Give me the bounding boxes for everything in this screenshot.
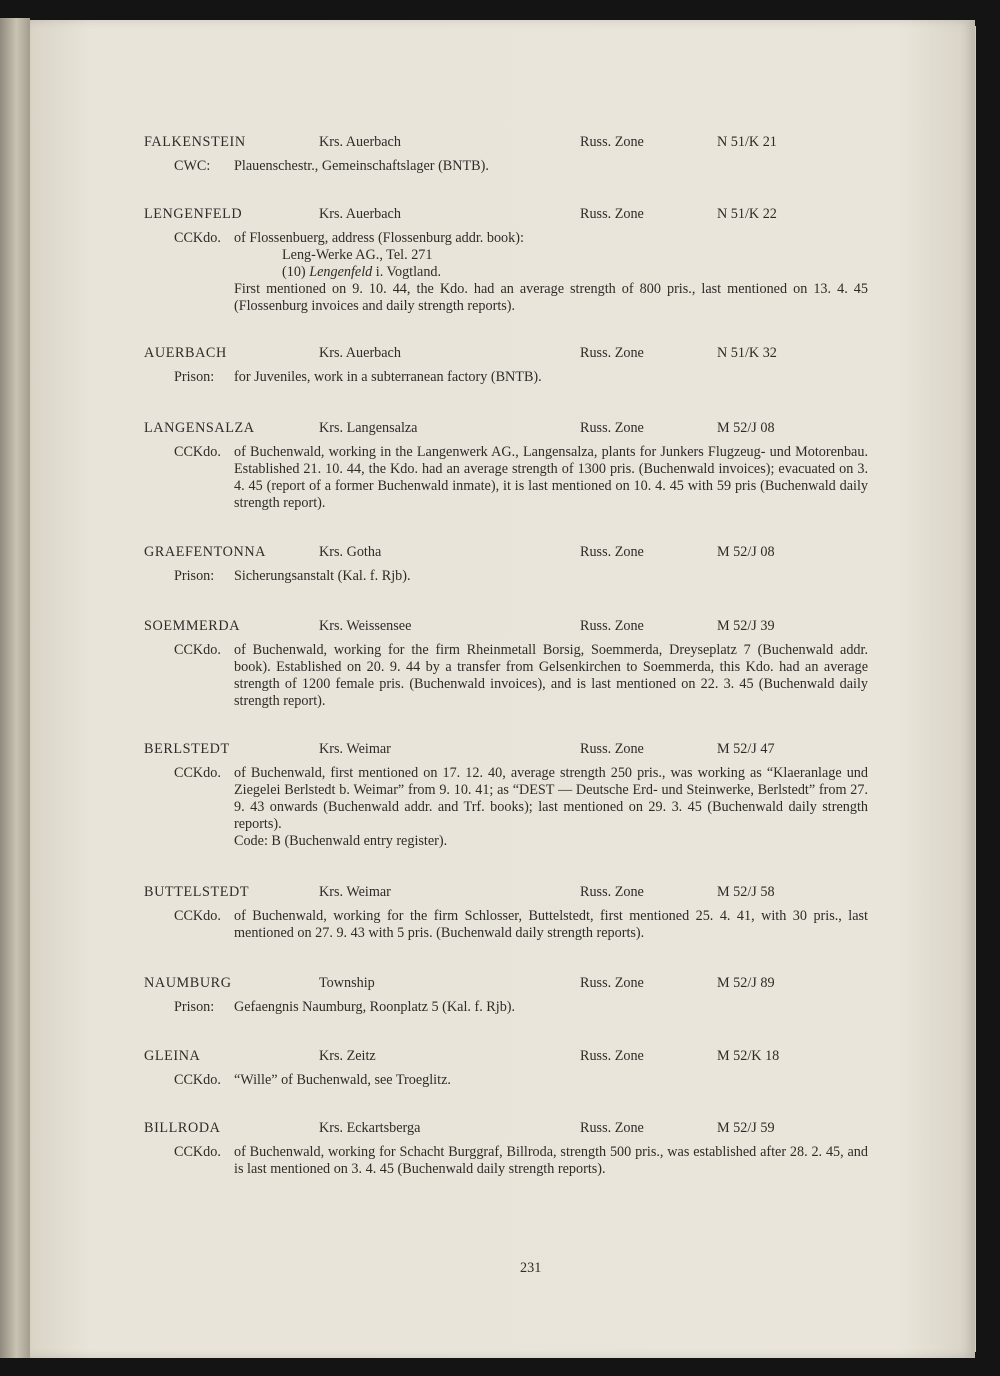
entry-falkenstein bbox=[144, 134, 904, 175]
entry-text: “Wille” of Buchenwald, see Troeglitz. bbox=[234, 1072, 451, 1088]
zone: Russ. Zone bbox=[580, 1048, 644, 1064]
entry-header bbox=[144, 420, 904, 444]
entry-type-label: CCKdo. bbox=[174, 642, 221, 658]
zone: Russ. Zone bbox=[580, 134, 644, 150]
place-italic: Lengenfeld bbox=[309, 264, 373, 280]
entry-type-label: CCKdo. bbox=[174, 1072, 221, 1088]
entry-billroda bbox=[144, 1120, 904, 1178]
postal-code: (10) bbox=[282, 264, 306, 280]
place-name: BILLRODA bbox=[144, 1120, 221, 1136]
district: Krs. Auerbach bbox=[319, 134, 401, 150]
grid-reference: M 52/J 58 bbox=[717, 884, 775, 900]
district: Krs. Eckartsberga bbox=[319, 1120, 421, 1136]
entry-body bbox=[144, 369, 904, 386]
grid-reference: N 51/K 22 bbox=[717, 206, 777, 222]
zone: Russ. Zone bbox=[580, 345, 644, 361]
grid-reference: N 51/K 32 bbox=[717, 345, 777, 361]
grid-reference: M 52/J 08 bbox=[717, 544, 775, 560]
district: Krs. Langensalza bbox=[319, 420, 418, 436]
entry-header bbox=[144, 544, 904, 568]
entry-text: for Juveniles, work in a subterranean factory (BNTB). bbox=[234, 369, 542, 385]
entry-body bbox=[144, 1072, 904, 1089]
entry-type-label: CCKdo. bbox=[174, 765, 221, 781]
entry-header bbox=[144, 345, 904, 369]
entry-code: Code: B (Buchenwald entry register). bbox=[234, 833, 448, 849]
entry-body bbox=[144, 999, 904, 1016]
zone: Russ. Zone bbox=[580, 420, 644, 436]
entry-text: Sicherungsanstalt (Kal. f. Rjb). bbox=[234, 568, 411, 584]
entry-body bbox=[144, 765, 904, 850]
region: i. Vogtland. bbox=[375, 264, 442, 280]
entry-type-label: Prison: bbox=[174, 999, 215, 1015]
entry-type-label: CCKdo. bbox=[174, 908, 221, 924]
entry-header bbox=[144, 741, 904, 765]
entry-text: Plauenschestr., Gemeinschaftslager (BNTB). bbox=[234, 158, 489, 174]
place-name: FALKENSTEIN bbox=[144, 134, 246, 150]
grid-reference: M 52/J 39 bbox=[717, 618, 775, 634]
entry-auerbach bbox=[144, 345, 904, 386]
entry-type-label: Prison: bbox=[174, 369, 215, 385]
entry-type-label: CCKdo. bbox=[174, 1144, 221, 1160]
district: Krs. Auerbach bbox=[319, 206, 401, 222]
entry-naumburg bbox=[144, 975, 904, 1016]
entry-body bbox=[144, 444, 904, 512]
entry-type-label: CWC: bbox=[174, 158, 211, 174]
place-name: BERLSTEDT bbox=[144, 741, 230, 757]
grid-reference: M 52/J 47 bbox=[717, 741, 775, 757]
entry-body bbox=[144, 1144, 904, 1178]
zone: Russ. Zone bbox=[580, 741, 644, 757]
facing-page-edge bbox=[0, 18, 30, 1358]
entry-text: of Buchenwald, first mentioned on 17. 12. 40, average strength 250 pris., was working as “Klaeranlage und Ziegelei Berlstedt b. Weimar” from 9. 10. 41; as “DEST — Deutsche Erd- und Steinwerke, Berlstedt” from 27. 9. 43 onwards (Buchenwald addr. and Trf. books); last mentioned on 29. 3. 45 (Buchenwald daily strength reports). bbox=[234, 765, 868, 832]
zone: Russ. Zone bbox=[580, 544, 644, 560]
place-name: GLEINA bbox=[144, 1048, 201, 1064]
entry-type-label: CCKdo. bbox=[174, 230, 221, 246]
entry-text: of Buchenwald, working for Schacht Burggraf, Billroda, strength 500 pris., was established after 28. 2. 45, and is last mentioned on 3. 4. 45 (Buchenwald daily strength reports). bbox=[234, 1144, 868, 1177]
entry-address-line bbox=[282, 264, 904, 281]
entry-body bbox=[144, 642, 904, 710]
entry-text: of Buchenwald, working for the firm Rheinmetall Borsig, Soemmerda, Dreyseplatz 7 (Buchenwald addr. book). Established on 20. 9. 44 by a transfer from Gelsenkirchen to Soemmerda, this Kdo. had an average strength of 1200 female pris. (Buchenwald invoices), and is last mentioned on 22. 3. 45 (Buchenwald daily strength report). bbox=[234, 642, 868, 709]
entry-header bbox=[144, 618, 904, 642]
entry-header bbox=[144, 884, 904, 908]
entry-address-line: Leng-Werke AG., Tel. 271 bbox=[282, 247, 433, 263]
entry-body bbox=[144, 230, 904, 315]
book-page bbox=[30, 20, 975, 1358]
grid-reference: N 51/K 21 bbox=[717, 134, 777, 150]
grid-reference: M 52/J 89 bbox=[717, 975, 775, 991]
district: Krs. Weimar bbox=[319, 741, 391, 757]
district: Township bbox=[319, 975, 375, 991]
place-name: BUTTELSTEDT bbox=[144, 884, 250, 900]
zone: Russ. Zone bbox=[580, 975, 644, 991]
entry-gleina bbox=[144, 1048, 904, 1089]
entry-header bbox=[144, 1048, 904, 1072]
entry-body bbox=[144, 158, 904, 175]
page-number: 231 bbox=[520, 1260, 542, 1276]
entry-header bbox=[144, 1120, 904, 1144]
district: Krs. Weissensee bbox=[319, 618, 412, 634]
entry-header bbox=[144, 975, 904, 999]
entry-text: Gefaengnis Naumburg, Roonplatz 5 (Kal. f. Rjb). bbox=[234, 999, 516, 1015]
entry-text: of Flossenbuerg, address (Flossenburg addr. book): bbox=[234, 230, 524, 246]
place-name: AUERBACH bbox=[144, 345, 227, 361]
entry-graefentonna bbox=[144, 544, 904, 585]
grid-reference: M 52/J 59 bbox=[717, 1120, 775, 1136]
entry-type-label: Prison: bbox=[174, 568, 215, 584]
entry-text: of Buchenwald, working for the firm Schlosser, Buttelstedt, first mentioned 25. 4. 41, with 30 pris., last mentioned on 27. 9. 43 with 5 pris. (Buchenwald daily strength reports). bbox=[234, 908, 868, 941]
entry-buttelstedt bbox=[144, 884, 904, 942]
entry-text-continued: First mentioned on 9. 10. 44, the Kdo. had an average strength of 800 pris., last mentioned on 13. 4. 45 (Flossenburg invoices and daily strength reports). bbox=[234, 281, 868, 314]
district: Krs. Weimar bbox=[319, 884, 391, 900]
district: Krs. Gotha bbox=[319, 544, 382, 560]
entry-header bbox=[144, 206, 904, 230]
zone: Russ. Zone bbox=[580, 1120, 644, 1136]
district: Krs. Auerbach bbox=[319, 345, 401, 361]
place-name: LENGENFELD bbox=[144, 206, 243, 222]
entry-header bbox=[144, 134, 904, 158]
zone: Russ. Zone bbox=[580, 884, 644, 900]
grid-reference: M 52/J 08 bbox=[717, 420, 775, 436]
entry-type-label: CCKdo. bbox=[174, 444, 221, 460]
zone: Russ. Zone bbox=[580, 206, 644, 222]
entry-berlstedt bbox=[144, 741, 904, 850]
zone: Russ. Zone bbox=[580, 618, 644, 634]
entry-body bbox=[144, 908, 904, 942]
place-name: LANGENSALZA bbox=[144, 420, 255, 436]
place-name: NAUMBURG bbox=[144, 975, 232, 991]
entry-langensalza bbox=[144, 420, 904, 512]
grid-reference: M 52/K 18 bbox=[717, 1048, 780, 1064]
entry-soemmerda bbox=[144, 618, 904, 710]
place-name: GRAEFENTONNA bbox=[144, 544, 267, 560]
place-name: SOEMMERDA bbox=[144, 618, 241, 634]
entry-lengenfeld bbox=[144, 206, 904, 315]
entry-text: of Buchenwald, working in the Langenwerk AG., Langensalza, plants for Junkers Flugzeug- und Motorenbau. Established 21. 10. 44, the Kdo. had an average strength of 1300 pris. (Buchenwald invoices); evacuated on 3. 4. 45 (report of a former Buchenwald inmate), it is last mentioned on 10. 4. 45 with 59 pris (Buchenwald daily strength report). bbox=[234, 444, 868, 511]
district: Krs. Zeitz bbox=[319, 1048, 376, 1064]
entry-body bbox=[144, 568, 904, 585]
